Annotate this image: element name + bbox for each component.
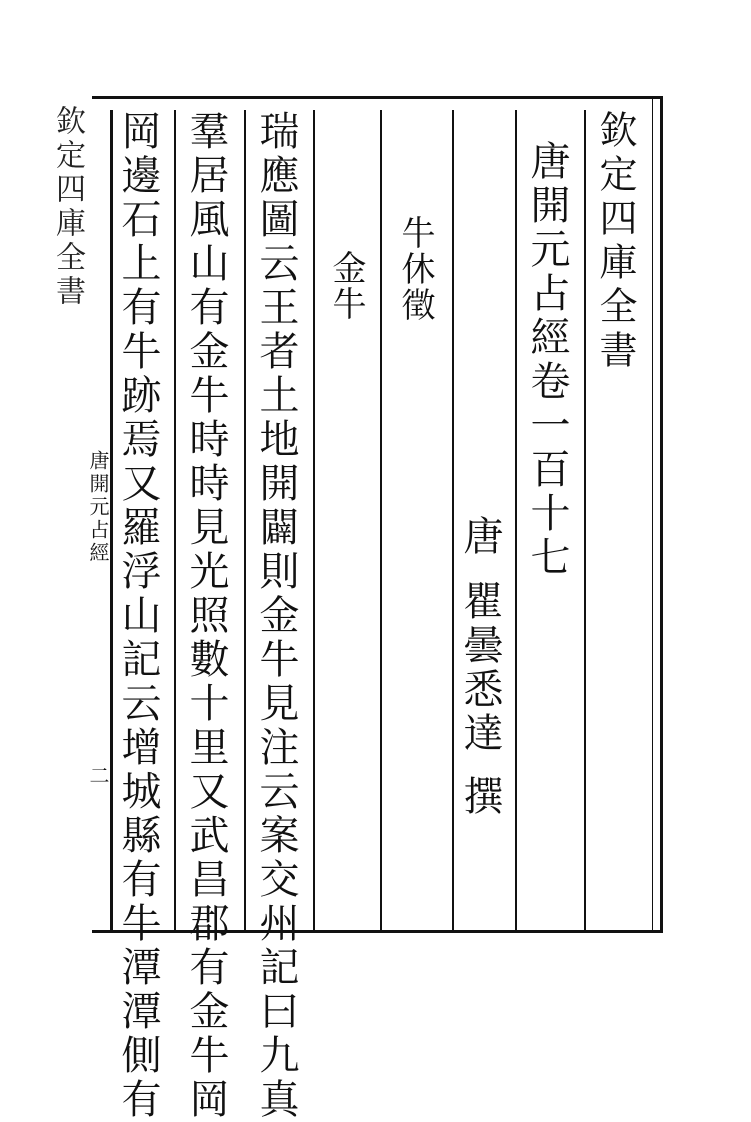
column-rule [584,110,586,930]
column-rule [313,110,315,930]
section-heading-primary: 牛休徵 [395,215,435,323]
margin-page-number: 二 [86,765,110,788]
column-rule [174,110,176,930]
column-rule [110,110,113,930]
body-column-1: 瑞應圖云王者土地開闢則金牛見注云案交州記曰九真 [253,110,299,1122]
frame-right-border-outer [660,96,663,933]
compiler-mark: 撰 [457,775,503,819]
dynasty-label: 唐 [457,515,503,559]
column-rule [452,110,454,930]
frame-bottom-border [92,930,662,933]
section-heading-secondary: 金牛 [326,250,366,322]
column-rule [244,110,246,930]
column-rule [515,110,517,930]
column-rule [380,110,382,930]
author-name: 瞿曇悉達 [457,580,503,756]
body-column-2: 羣居風山有金牛時時見光照數十里又武昌郡有金牛岡 [183,110,229,1122]
frame-right-border-inner [652,96,653,933]
edge-library-title-fragment: 欽定四庫全書 [50,105,85,309]
library-title: 欽定四庫全書 [593,110,637,374]
book-title: 唐開元占經卷一百十七 [524,140,570,580]
body-column-3: 岡邊石上有牛跡焉又羅浮山記云增城縣有牛潭潭側有 [115,110,161,1122]
frame-top-border [92,96,662,99]
margin-book-label: 唐開元占經 [86,450,110,565]
